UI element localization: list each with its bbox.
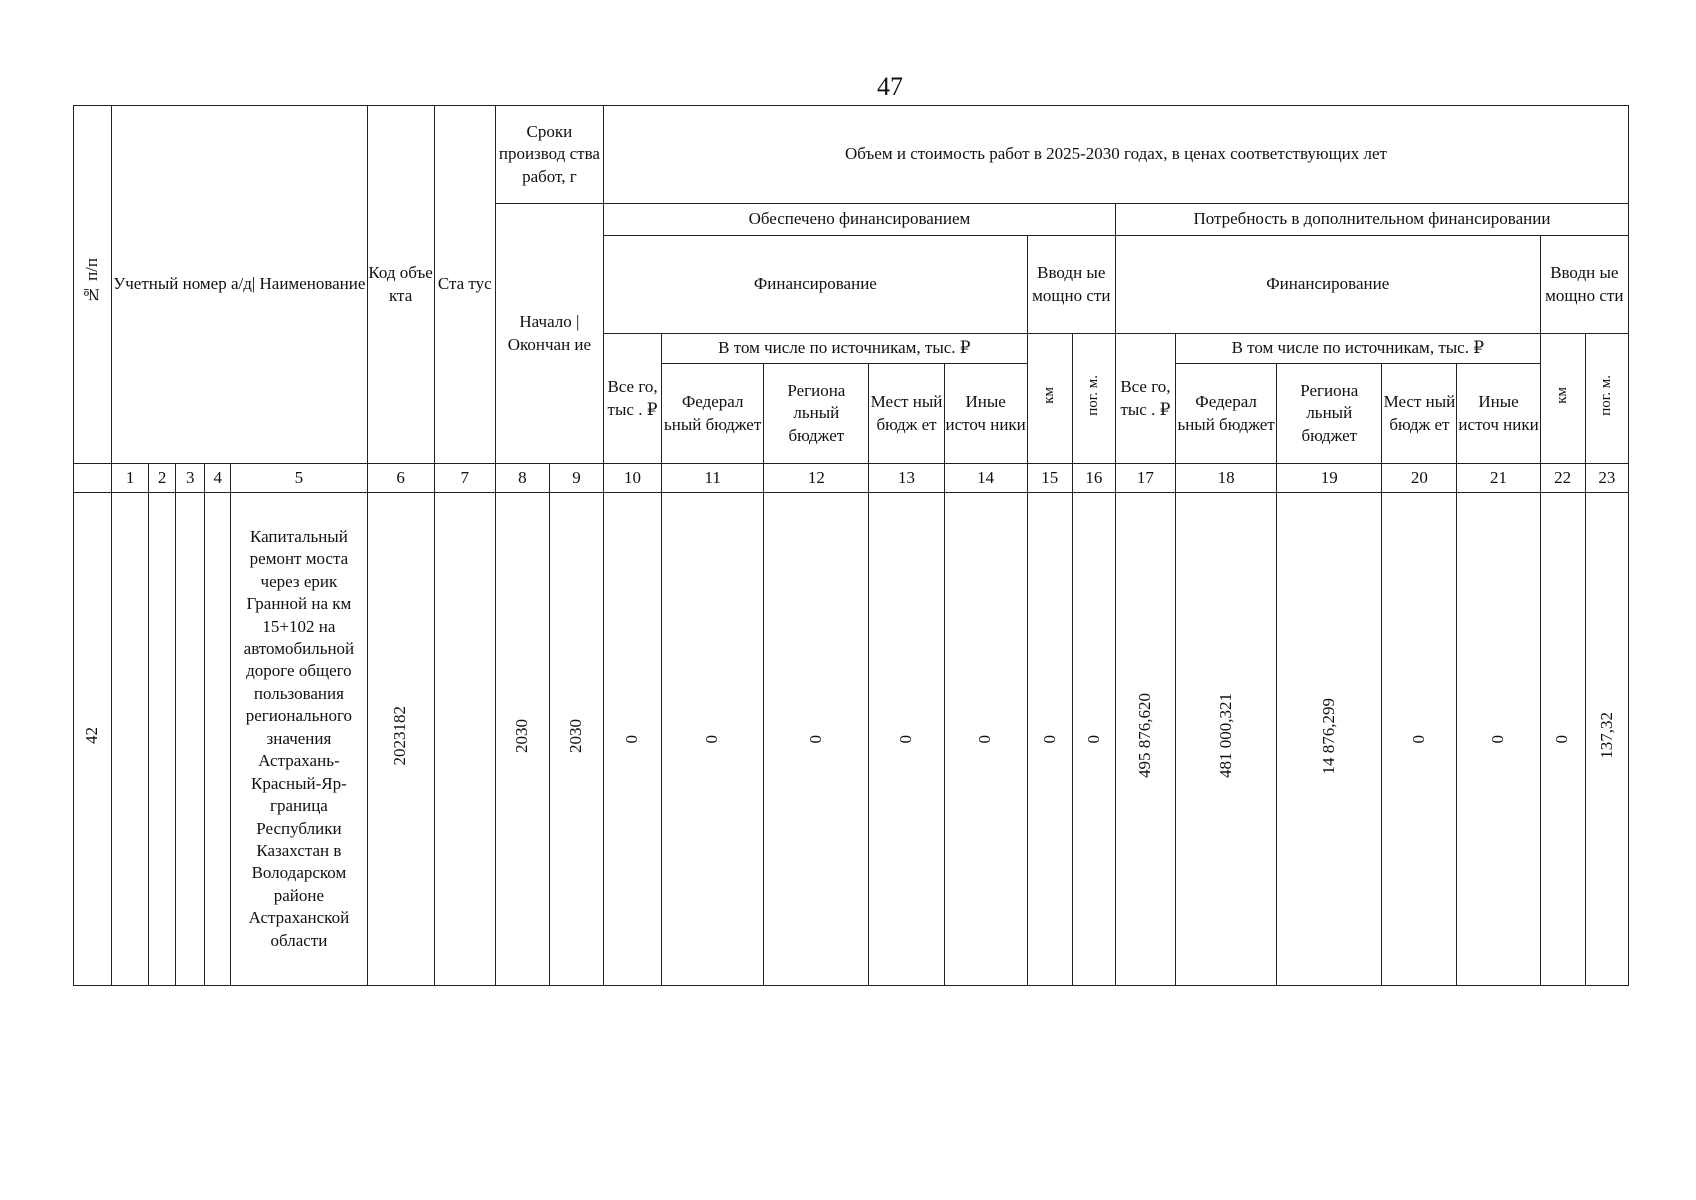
header-other-additional: Иные источ ники <box>1457 364 1540 464</box>
column-number: 3 <box>176 464 205 493</box>
cell-c18: 481 000,321 <box>1175 493 1276 986</box>
column-number: 14 <box>944 464 1027 493</box>
header-km-additional: км <box>1540 334 1585 464</box>
page-number: 47 <box>877 72 903 101</box>
header-capacity-additional: Вводн ые мощно сти <box>1540 236 1628 334</box>
header-regional-additional: Региона льный бюджет <box>1277 364 1382 464</box>
cell-c11: 0 <box>662 493 764 986</box>
cell-status <box>434 493 495 986</box>
column-numbers-row <box>74 464 1629 493</box>
header-status: Ста тус <box>434 106 495 464</box>
header-federal-secured: Федерал ьный бюджет <box>662 364 764 464</box>
cell-col2 <box>149 493 176 986</box>
cell-c22: 0 <box>1540 493 1585 986</box>
column-number: 16 <box>1072 464 1115 493</box>
column-number: 12 <box>764 464 869 493</box>
cell-c17: 495 876,620 <box>1115 493 1175 986</box>
header-pogm-secured: пог. м. <box>1072 334 1115 464</box>
column-number: 19 <box>1277 464 1382 493</box>
header-start-end: Начало | Окончан ие <box>495 204 603 464</box>
column-number: 10 <box>603 464 661 493</box>
header-volume-title: Объем и стоимость работ в 2025-2030 годах, в ценах соответствующих лет <box>603 106 1628 204</box>
header-total-additional: Все го, тыс . ₽ <box>1115 334 1175 464</box>
cell-c20: 0 <box>1382 493 1457 986</box>
column-number: 23 <box>1585 464 1628 493</box>
header-capacity-secured: Вводн ые мощно сти <box>1027 236 1115 334</box>
column-number: 9 <box>549 464 603 493</box>
cell-col1 <box>112 493 149 986</box>
column-number: 5 <box>231 464 367 493</box>
works-table <box>73 105 1629 986</box>
header-by-sources-additional: В том числе по источникам, тыс. ₽ <box>1175 334 1540 364</box>
column-number: 15 <box>1027 464 1072 493</box>
header-financing-secured: Финансирование <box>603 236 1027 334</box>
cell-c19: 14 876,299 <box>1277 493 1382 986</box>
column-number: 17 <box>1115 464 1175 493</box>
header-row-num: № п/п <box>74 106 112 464</box>
column-number: 11 <box>662 464 764 493</box>
header-financing-additional: Финансирование <box>1115 236 1540 334</box>
header-other-secured: Иные источ ники <box>944 364 1027 464</box>
column-number: 7 <box>434 464 495 493</box>
cell-end: 2030 <box>549 493 603 986</box>
cell-col3 <box>176 493 205 986</box>
header-federal-additional: Федерал ьный бюджет <box>1175 364 1276 464</box>
cell-c21: 0 <box>1457 493 1540 986</box>
header-object-code: Код объе кта <box>367 106 434 464</box>
header-local-secured: Мест ный бюдж ет <box>869 364 944 464</box>
cell-c13: 0 <box>869 493 944 986</box>
cell-c15: 0 <box>1027 493 1072 986</box>
column-number-blank <box>74 464 112 493</box>
column-number: 13 <box>869 464 944 493</box>
cell-c14: 0 <box>944 493 1027 986</box>
column-number: 21 <box>1457 464 1540 493</box>
table-row <box>74 493 1629 986</box>
column-number: 6 <box>367 464 434 493</box>
header-terms: Сроки производ ства работ, г <box>495 106 603 204</box>
cell-col4 <box>205 493 231 986</box>
header-by-sources-secured: В том числе по источникам, тыс. ₽ <box>662 334 1028 364</box>
column-number: 1 <box>112 464 149 493</box>
header-regional-secured: Региона льный бюджет <box>764 364 869 464</box>
cell-c10: 0 <box>603 493 661 986</box>
column-number: 20 <box>1382 464 1457 493</box>
cell-start: 2030 <box>495 493 549 986</box>
cell-c23: 137,32 <box>1585 493 1628 986</box>
column-number: 18 <box>1175 464 1276 493</box>
column-number: 4 <box>205 464 231 493</box>
cell-row-num: 42 <box>74 493 112 986</box>
header-local-additional: Мест ный бюдж ет <box>1382 364 1457 464</box>
cell-c12: 0 <box>764 493 869 986</box>
header-pogm-additional: пог. м. <box>1585 334 1628 464</box>
column-number: 2 <box>149 464 176 493</box>
header-account-name: Учетный номер а/д| Наименование <box>112 106 368 464</box>
header-km-secured: км <box>1027 334 1072 464</box>
cell-object-code: 2023182 <box>367 493 434 986</box>
header-secured: Обеспечено финансированием <box>603 204 1115 236</box>
header-need-additional: Потребность в дополнительном финансировании <box>1115 204 1628 236</box>
cell-c16: 0 <box>1072 493 1115 986</box>
cell-object-name: Капитальный ремонт моста через ерик Гранной на км 15+102 на автомобильной дороге общего пользования регионального значения Астрахань-Красный-Яр-граница Республики Казахстан в Володарском районе Астраханской области <box>231 493 367 986</box>
header-total-secured: Все го, тыс . ₽ <box>603 334 661 464</box>
column-number: 22 <box>1540 464 1585 493</box>
column-number: 8 <box>495 464 549 493</box>
